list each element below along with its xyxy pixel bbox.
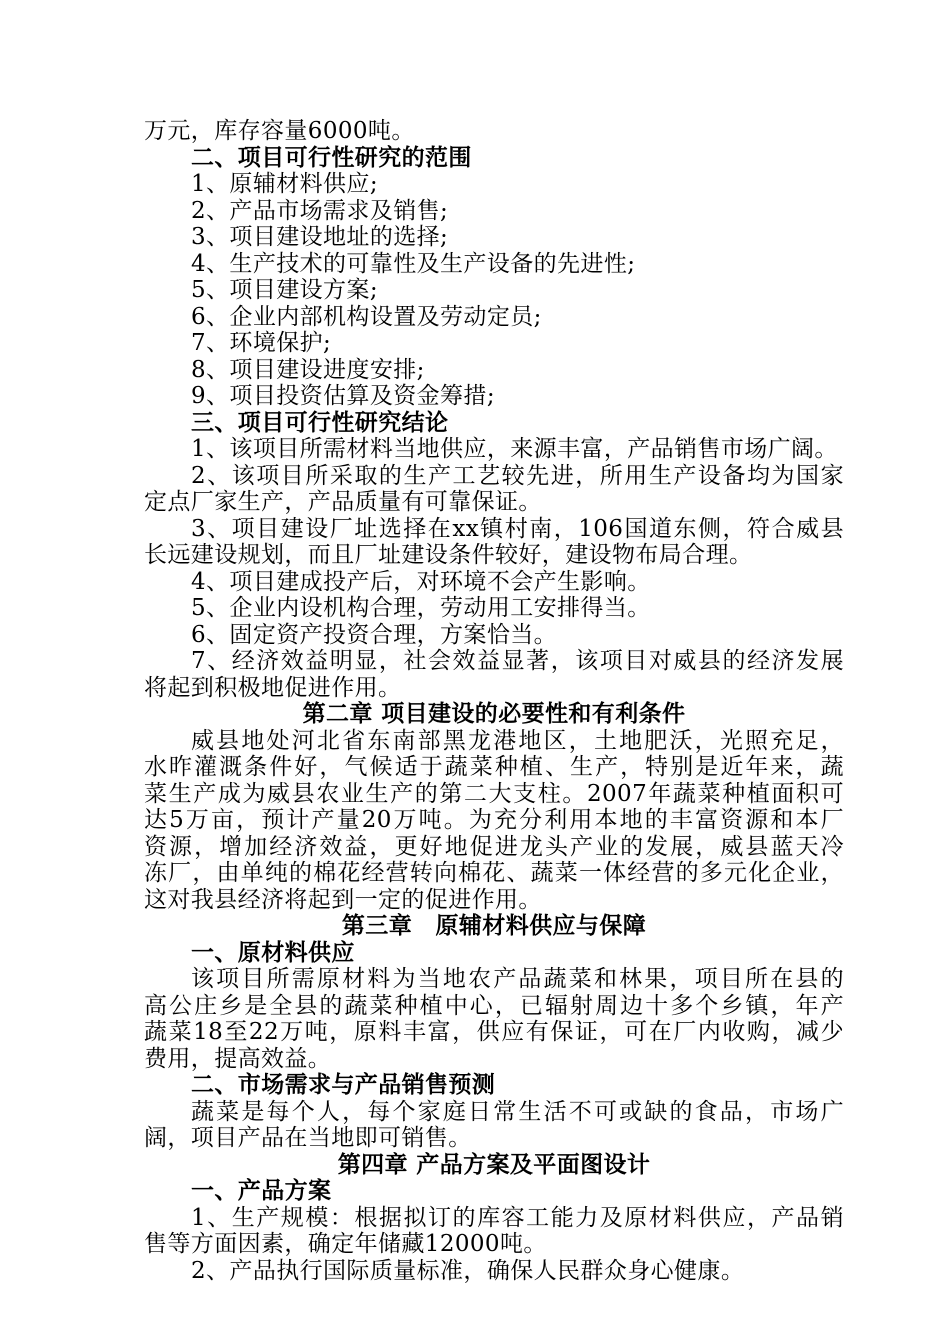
text-line: 2、产品执行国际质量标准，确保人民群众身心健康。 bbox=[191, 1257, 745, 1284]
list-item: 9、项目投资估算及资金筹措; bbox=[191, 383, 495, 409]
text-line: 1、该项目所需材料当地供应，来源丰富，产品销售市场广阔。 bbox=[191, 436, 838, 462]
text-line: 蔬菜是每个人，每个家庭日常生活不可或缺的食品，市场广 bbox=[191, 1098, 844, 1125]
text-line: 阔，项目产品在当地即可销售。 bbox=[144, 1125, 472, 1151]
text-line: 资源，增加经济效益，更好地促进龙头产业的发展，威县蓝天冷 bbox=[144, 833, 844, 860]
text-line: 3、项目建设厂址选择在xx镇村南，106国道东侧，符合威县 bbox=[191, 515, 844, 542]
chapter-heading: 第二章 项目建设的必要性和有利条件 bbox=[302, 700, 686, 727]
chapter-heading: 第三章 原辅材料供应与保障 bbox=[341, 912, 647, 939]
section-heading: 一、产品方案 bbox=[191, 1177, 332, 1204]
text-line: 水昨灌溉条件好，气候适于蔬菜种植、生产，特别是近年来，蔬 bbox=[144, 754, 844, 780]
text-line: 4、项目建成投产后，对环境不会产生影响。 bbox=[191, 568, 651, 595]
list-item: 6、企业内部机构设置及劳动定员; bbox=[191, 303, 542, 330]
section-heading: 一、原材料供应 bbox=[191, 938, 355, 966]
text-line: 5、企业内设机构合理，劳动用工安排得当。 bbox=[191, 595, 651, 621]
text-line: 7、经济效益明显，社会效益显著，该项目对威县的经济发展 bbox=[191, 648, 844, 674]
text-line: 费用，提高效益。 bbox=[144, 1045, 332, 1072]
section-heading: 二、项目可行性研究的范围 bbox=[191, 143, 472, 171]
text-line: 蔬菜18至22万吨，原料丰富，供应有保证，可在厂内收购，减少 bbox=[144, 1019, 844, 1045]
text-line: 定点厂家生产，产品质量有可靠保证。 bbox=[144, 489, 542, 515]
list-item: 3、项目建设地址的选择; bbox=[191, 224, 449, 250]
list-item: 5、项目建设方案; bbox=[191, 277, 378, 303]
text-line: 菜生产成为威县农业生产的第二大支柱。2007年蔬菜种植面积可 bbox=[144, 780, 844, 807]
text-line: 6、固定资产投资合理，方案恰当。 bbox=[191, 621, 558, 648]
chapter-heading: 第四章 产品方案及平面图设计 bbox=[337, 1150, 651, 1178]
text-line: 威县地处河北省东南部黑龙港地区，土地肥沃，光照充足， bbox=[191, 727, 844, 754]
text-line: 将起到积极地促进作用。 bbox=[144, 674, 402, 701]
list-item: 4、生产技术的可靠性及生产设备的先进性; bbox=[191, 250, 636, 277]
document-page bbox=[144, 118, 844, 1284]
text-line: 冻厂，由单纯的棉花经营转向棉花、蔬菜一体经营的多元化企业， bbox=[144, 860, 844, 886]
text-line: 售等方面因素，确定年储藏12000吨。 bbox=[144, 1231, 547, 1257]
text-line: 1、生产规模：根据拟订的库容工能力及原材料供应，产品销 bbox=[191, 1204, 844, 1231]
list-item: 2、产品市场需求及销售; bbox=[191, 197, 449, 224]
text-line: 高公庄乡是全县的蔬菜种植中心，已辐射周边十多个乡镇，年产 bbox=[144, 992, 844, 1019]
list-item: 7、环境保护; bbox=[191, 330, 332, 356]
text-line: 该项目所需原材料为当地农产品蔬菜和林果，项目所在县的 bbox=[191, 966, 844, 992]
list-item: 8、项目建设进度安排; bbox=[191, 356, 425, 383]
text-line: 2、该项目所采取的生产工艺较先进，所用生产设备均为国家 bbox=[191, 462, 844, 489]
text-line: 长远建设规划，而且厂址建设条件较好，建设物布局合理。 bbox=[144, 542, 753, 568]
text-line: 万元，库存容量6000吨。 bbox=[144, 118, 415, 144]
section-heading: 二、市场需求与产品销售预测 bbox=[191, 1071, 496, 1098]
list-item: 1、原辅材料供应; bbox=[191, 171, 378, 197]
section-heading: 三、项目可行性研究结论 bbox=[191, 408, 449, 436]
text-line: 达5万亩，预计产量20万吨。为充分利用本地的丰富资源和本厂 bbox=[144, 807, 844, 833]
text-line: 这对我县经济将起到一定的促进作用。 bbox=[144, 886, 542, 913]
